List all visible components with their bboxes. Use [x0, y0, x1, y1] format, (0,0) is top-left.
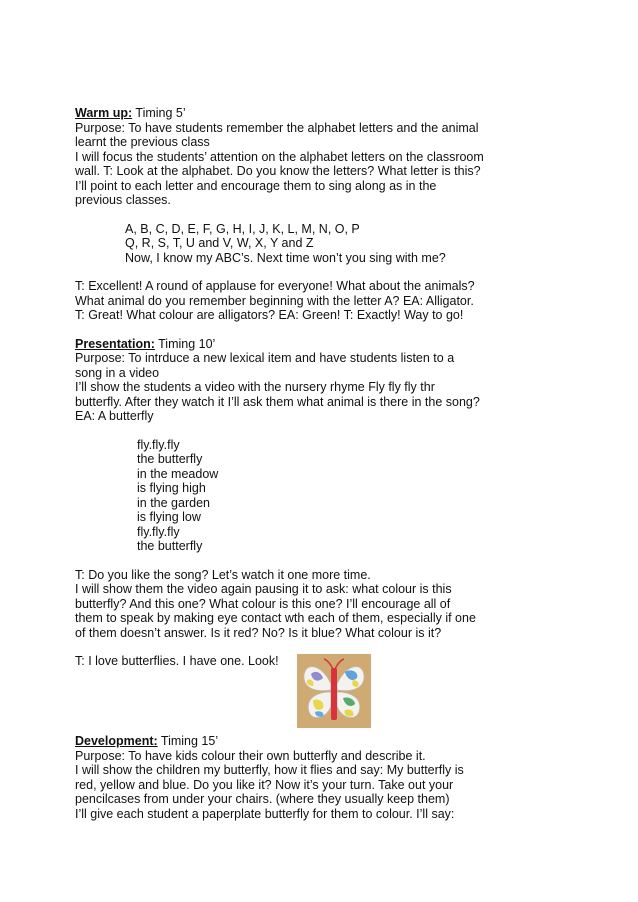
butterfly-row — [75, 654, 545, 734]
rhyme-line: fly.fly.fly — [137, 437, 180, 452]
presentation-heading: Presentation: — [75, 336, 155, 351]
presentation-dialogue-line: butterfly? And this one? What colour is this one? I’ll encourage all of — [75, 596, 451, 611]
development-line: pencilcases from under your chairs. (where they usually keep them) — [75, 792, 450, 806]
development-line: I’ll give each student a paperplate butterfly for them to colour. I’ll say: — [75, 806, 455, 821]
spacer — [75, 424, 545, 438]
warmup-line: previous classes. — [75, 193, 171, 207]
alphabet-song-line: Q, R, S, T, U and V, W, X, Y and Z — [125, 236, 314, 250]
presentation-dialogue-line: I will show them the video again pausing it to ask: what colour is this — [75, 582, 452, 596]
lesson-plan-page — [75, 106, 545, 821]
development-heading-line — [75, 734, 545, 749]
presentation-line: song in a video — [75, 365, 160, 380]
alphabet-song-line: A, B, C, D, E, F, G, H, I, J, K, L, M, N, O, P — [125, 221, 360, 236]
warmup-timing: Timing 5’ — [132, 106, 186, 120]
presentation-dialogue-line: of them doesn’t answer. Is it red? No? Is it blue? What colour is it? — [75, 625, 442, 640]
warmup-heading-line — [75, 106, 545, 121]
presentation-dialogue-line: T: Do you like the song? Let’s watch it one more time. — [75, 567, 371, 582]
presentation-line: EA: A butterfly — [75, 409, 154, 423]
development-heading: Development: — [75, 734, 158, 748]
butterflies-line: T: I love butterflies. I have one. Look! — [75, 654, 279, 668]
presentation-timing: Timing 10’ — [154, 336, 216, 351]
development-line: red, yellow and blue. Do you like it? Now it’s your turn. Take out your — [75, 777, 454, 792]
rhyme-line: is flying low — [137, 510, 201, 524]
presentation-line: Purpose: To intrduce a new lexical item and have students listen to a — [75, 351, 455, 365]
development-line: Purpose: To have kids colour their own butterfly and describe it. — [75, 748, 426, 763]
warmup-line: I will focus the students’ attention on the alphabet letters on the classroom — [75, 149, 484, 164]
warmup-heading: Warm up: — [75, 106, 133, 120]
warmup-dialogue-line: T: Great! What colour are alligators? EA: Green! T: Exactly! Way to go! — [75, 308, 464, 322]
development-timing: Timing 15’ — [157, 734, 219, 748]
spacer — [75, 208, 545, 222]
presentation-heading-line — [75, 337, 545, 352]
rhyme-line: is flying high — [137, 481, 206, 495]
spacer — [75, 554, 545, 568]
presentation-line: I’ll show the students a video with the nursery rhyme Fly fly fly thr — [75, 380, 435, 394]
rhyme-line: the butterfly — [137, 539, 203, 553]
butterfly-craft-image — [297, 654, 371, 728]
development-line: I will show the children my butterfly, how it flies and say: My butterfly is — [75, 763, 464, 777]
presentation-line: butterfly. After they watch it I’ll ask them what animal is there in the song? — [75, 394, 480, 409]
rhyme-line: in the meadow — [137, 466, 219, 481]
warmup-dialogue-line: What animal do you remember beginning with the letter A? EA: Alligator. — [75, 293, 474, 308]
warmup-line: learnt the previous class — [75, 135, 210, 149]
alphabet-song-line: Now, I know my ABC’s. Next time won’t you sing with me? — [125, 250, 446, 265]
rhyme-line: in the garden — [137, 495, 210, 510]
spacer — [75, 323, 545, 337]
warmup-line: Purpose: To have students remember the alphabet letters and the animal — [75, 120, 479, 135]
warmup-dialogue-line: T: Excellent! A round of applause for everyone! What about the animals? — [75, 279, 475, 293]
rhyme-line: the butterfly — [137, 452, 203, 466]
spacer — [75, 265, 545, 279]
spacer — [75, 640, 545, 654]
warmup-line: wall. T: Look at the alphabet. Do you know the letters? What letter is this? — [75, 164, 481, 178]
warmup-line: I’ll point to each letter and encourage them to sing along as in the — [75, 178, 437, 193]
rhyme-line: fly.fly.fly — [137, 524, 180, 539]
presentation-dialogue-line: them to speak by making eye contact wth each of them, especially if one — [75, 611, 476, 625]
